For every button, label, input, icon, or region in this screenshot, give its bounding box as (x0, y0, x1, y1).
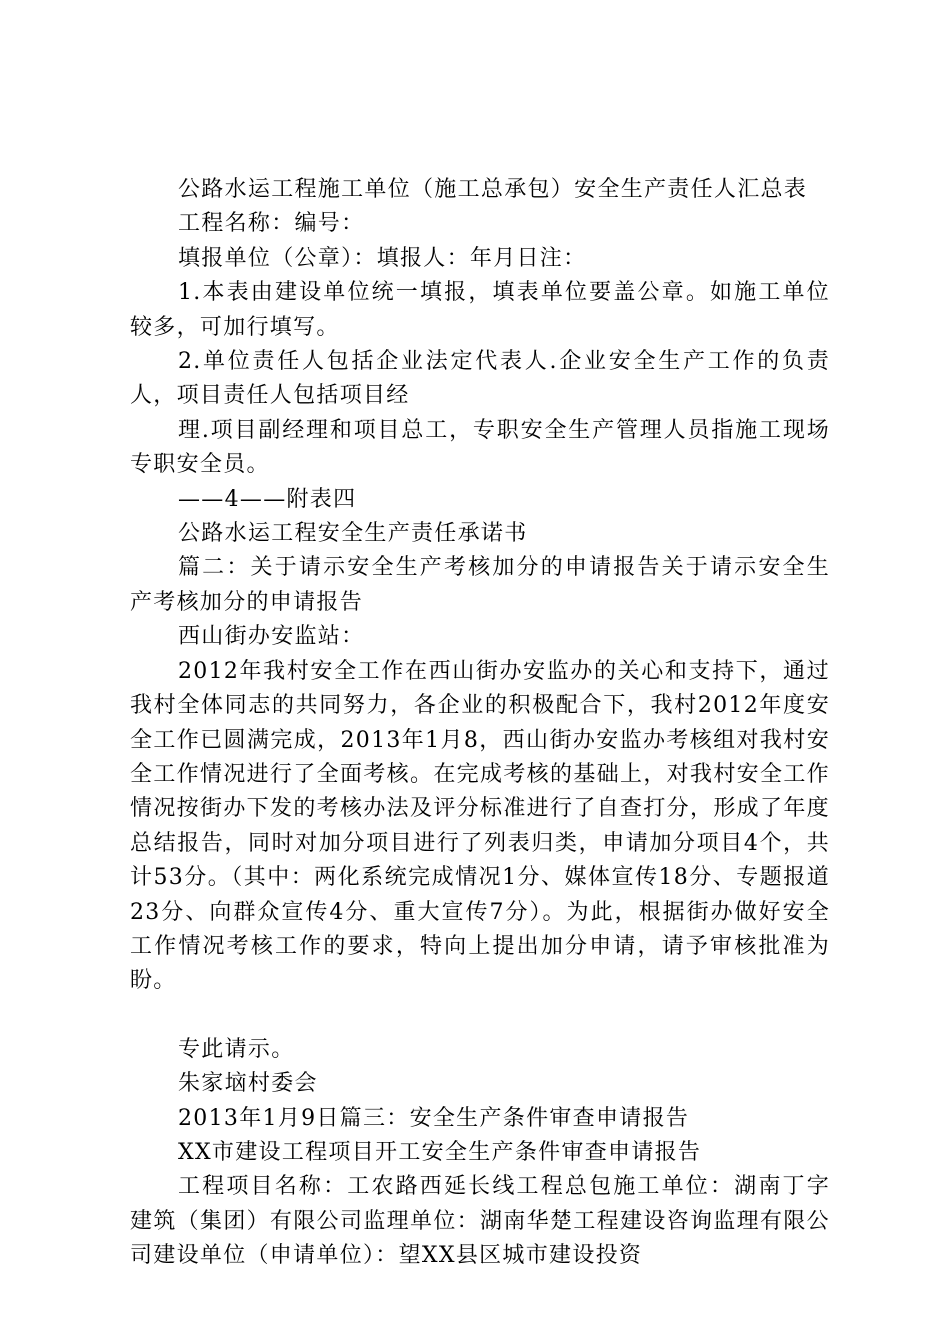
recipient-salutation: 西山街办安监站： (178, 624, 365, 650)
closing-request: 专此请示。 (178, 1036, 295, 1062)
doc-title-summary-table: 公路水运工程施工单位（施工总承包）安全生产责任人汇总表 (178, 177, 808, 202)
commitment-letter-title: 公路水运工程安全生产责任承诺书 (178, 521, 528, 547)
appendix-marker: ——4——附表四 (178, 486, 357, 512)
project-name-line: 工程名称：编号： (178, 211, 365, 237)
note-item-2-continued: 理.项目副经理和项目总工，专职安全生产管理人员指施工现场专职安全员。 (130, 417, 830, 478)
paragraph-gap (130, 999, 830, 1033)
note-item-2: 2.单位责任人包括企业法定代表人.企业安全生产工作的负责人，项目责任人包括项目经 (130, 349, 830, 409)
application-report-title: XX市建设工程项目开工安全生产条件审查申请报告 (178, 1139, 702, 1165)
article-two-heading: 篇二：关于请示安全生产考核加分的申请报告关于请示安全生产考核加分的申请报告 (130, 555, 830, 615)
date-and-article-three: 2013年1月9日篇三：安全生产条件审查申请报告 (178, 1105, 690, 1131)
report-body: 2012年我村安全工作在西山街办安监办的关心和支持下，通过我村全体同志的共同努力，各企业的积极配合下，我村2012年度安全工作已圆满完成，2013年1月8，西山街办安监办考核组对我村安全工作情况进行了全面考核。在完成考核的基础上，对我村安全工作情况按街办下发的考核办法及评分标准进行了自查打分，形成了年度总结报告，同时对加分项目进行了列表归类，申请加分项目4个，共计53分。（其中：两化系统完成情况1分、媒体宣传18分、专题报道23分、向群众宣传4分、重大宣传7分）。为此，根据街办做好安全工作情况考核工作的要求，特向上提出加分申请，请予审核批准为盼。 (130, 658, 830, 994)
reporting-unit-line: 填报单位（公章）：填报人：年月日注： (178, 245, 587, 271)
document-page (130, 173, 830, 1274)
note-item-1: 1.本表由建设单位统一填报，填表单位要盖公章。如施工单位较多，可加行填写。 (130, 280, 830, 340)
signature-committee: 朱家垴村委会 (178, 1071, 318, 1097)
project-details: 工程项目名称：工农路西延长线工程总包施工单位：湖南丁字建筑（集团）有限公司监理单位：湖南华楚工程建设咨询监理有限公司建设单位（申请单位）：望XX县区城市建设投资 (130, 1174, 830, 1269)
